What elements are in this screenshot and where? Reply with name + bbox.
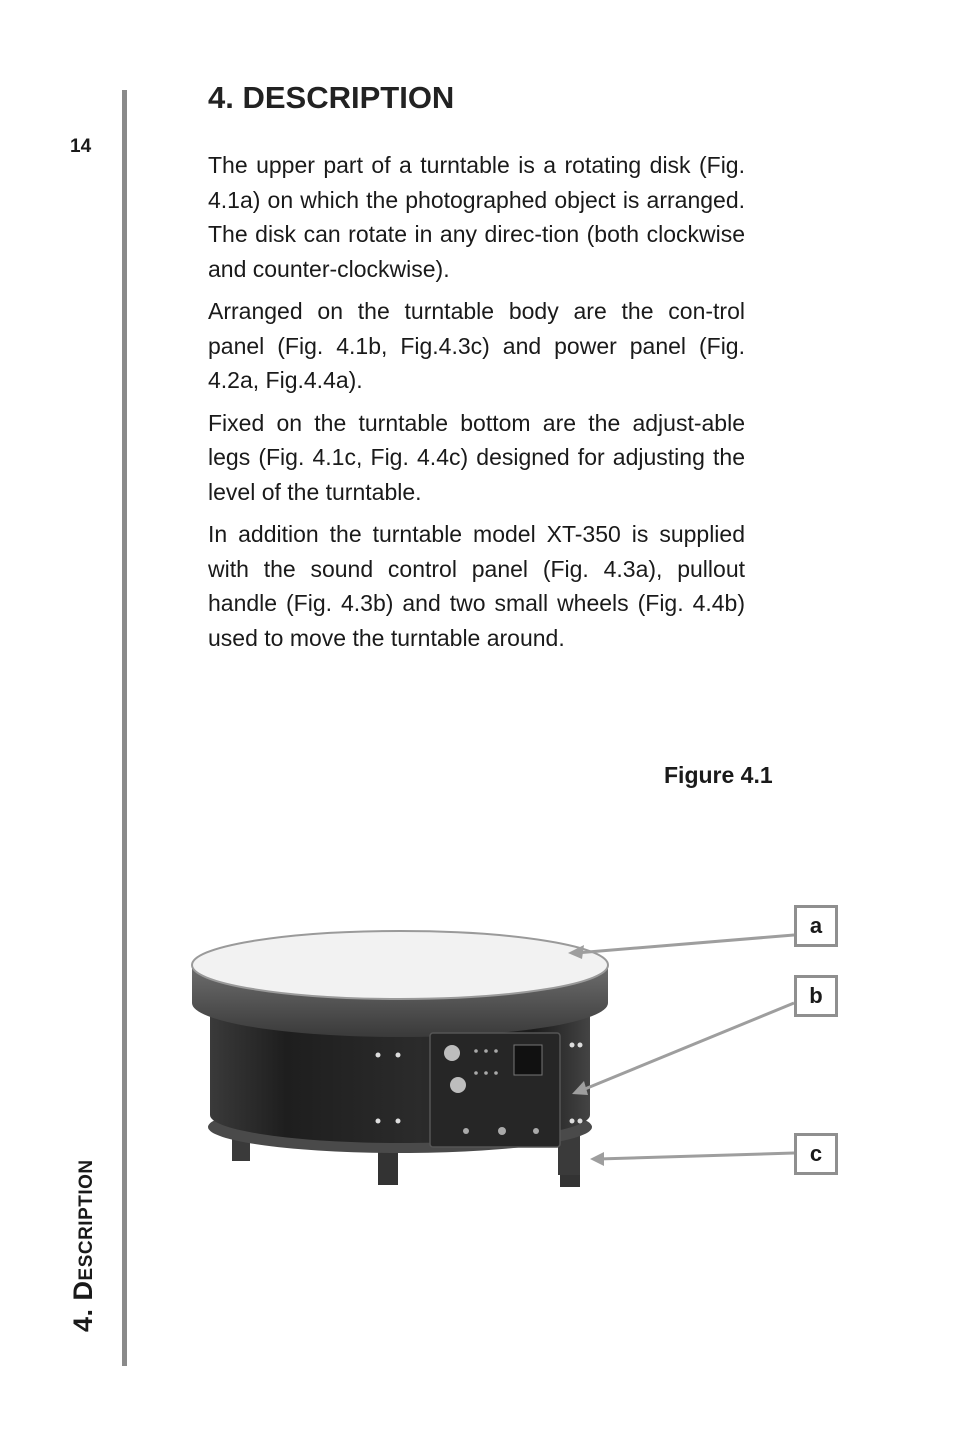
panel-display xyxy=(514,1045,542,1075)
pointer-b xyxy=(580,1003,794,1091)
margin-rule xyxy=(122,90,127,1366)
pointer-c xyxy=(598,1153,794,1159)
turntable-figure xyxy=(180,895,860,1205)
paragraph-adjustable-legs: Fixed on the turntable bottom are the adjust-able legs (Fig. 4.1c, Fig. 4.4c) designed for adjusting the level of the turntable. xyxy=(208,409,745,505)
paragraph-rotating-disk: The upper part of a turntable is a rotating disk (Fig. 4.1a) on which the photographed object is arranged. The disk can rotate in any direc-tion (both clockwise and counter-clockwise). xyxy=(208,152,745,282)
paragraph-xt350-extras: In addition the turntable model XT-350 is supplied with the sound control panel (Fig. 4.3a), pullout handle (Fig. 4.3b) and two small wheels (Fig. 4.4b) used to move the turntable around. xyxy=(208,521,745,651)
rotating-disk xyxy=(192,931,608,999)
panel-knob-bottom xyxy=(450,1077,466,1093)
pointer-a xyxy=(576,935,794,953)
figure-caption: Figure 4.1 xyxy=(664,762,773,788)
section-heading: 4. DESCRIPTION xyxy=(208,80,455,115)
body-text xyxy=(208,148,745,663)
callout-b: b xyxy=(794,975,838,1017)
panel-knob-top xyxy=(444,1045,460,1061)
paragraph-control-panel: Arranged on the turntable body are the con-trol panel (Fig. 4.1b, Fig.4.3c) and power panel (Fig. 4.2a, Fig.4.4a). xyxy=(208,298,745,393)
side-section-title: 4. Description xyxy=(68,1159,98,1332)
callout-a: a xyxy=(794,905,838,947)
callout-c: c xyxy=(794,1133,838,1175)
turntable-illustration xyxy=(180,895,860,1205)
page-number: 14 xyxy=(70,136,92,157)
